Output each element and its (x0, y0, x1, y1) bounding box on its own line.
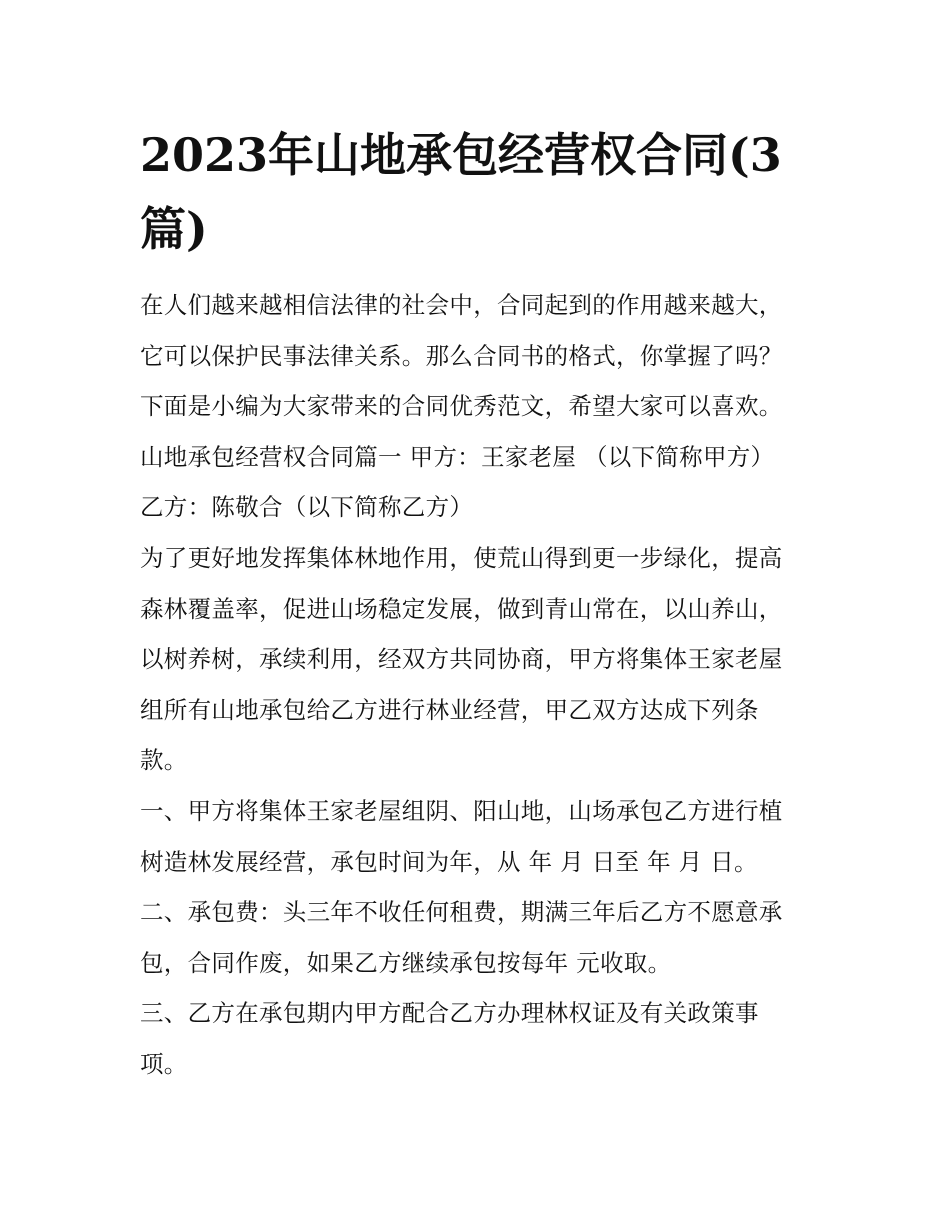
body-line: 它可以保护民事法律关系。那么合同书的格式，你掌握了吗？ (140, 341, 783, 370)
body-line: 项。 (140, 1049, 188, 1078)
body-line: 在人们越来越相信法律的社会中，合同起到的作用越来越大， (140, 291, 783, 319)
body-line: 树造林发展经营，承包时间为年，从 年 月 日至 年 月 日。 (140, 847, 758, 876)
body-line: 森林覆盖率，促进山场稳定发展，做到青山常在，以山养山， (140, 594, 783, 623)
body-line: 山地承包经营权合同篇一 甲方：王家老屋 （以下简称甲方） (140, 442, 775, 471)
body-line: 款。 (140, 746, 188, 775)
body-line: 包，合同作废，如果乙方继续承包按每年 元收取。 (140, 948, 672, 977)
body-line: 组所有山地承包给乙方进行林业经营，甲乙双方达成下列条 (140, 695, 759, 724)
body-line: 为了更好地发挥集体林地作用，使荒山得到更一步绿化，提高 (140, 543, 783, 572)
body-line: 一、甲方将集体王家老屋组阴、阳山地，山场承包乙方进行植 (140, 796, 783, 825)
body-line: 三、乙方在承包期内甲方配合乙方办理林权证及有关政策事 (140, 999, 759, 1028)
body-line: 乙方：陈敬合（以下简称乙方） (140, 493, 474, 522)
document-body (140, 280, 820, 1090)
title-line-1: 2023年山地承包经营权合同(3 (140, 128, 782, 182)
document-title (140, 118, 820, 266)
body-line: 下面是小编为大家带来的合同优秀范文，希望大家可以喜欢。 (140, 392, 783, 421)
body-line: 以树养树，承续利用，经双方共同协商，甲方将集体王家老屋 (140, 645, 783, 674)
title-line-2: 篇) (140, 202, 208, 256)
body-line: 二、承包费：头三年不收任何租费，期满三年后乙方不愿意承 (140, 898, 783, 927)
